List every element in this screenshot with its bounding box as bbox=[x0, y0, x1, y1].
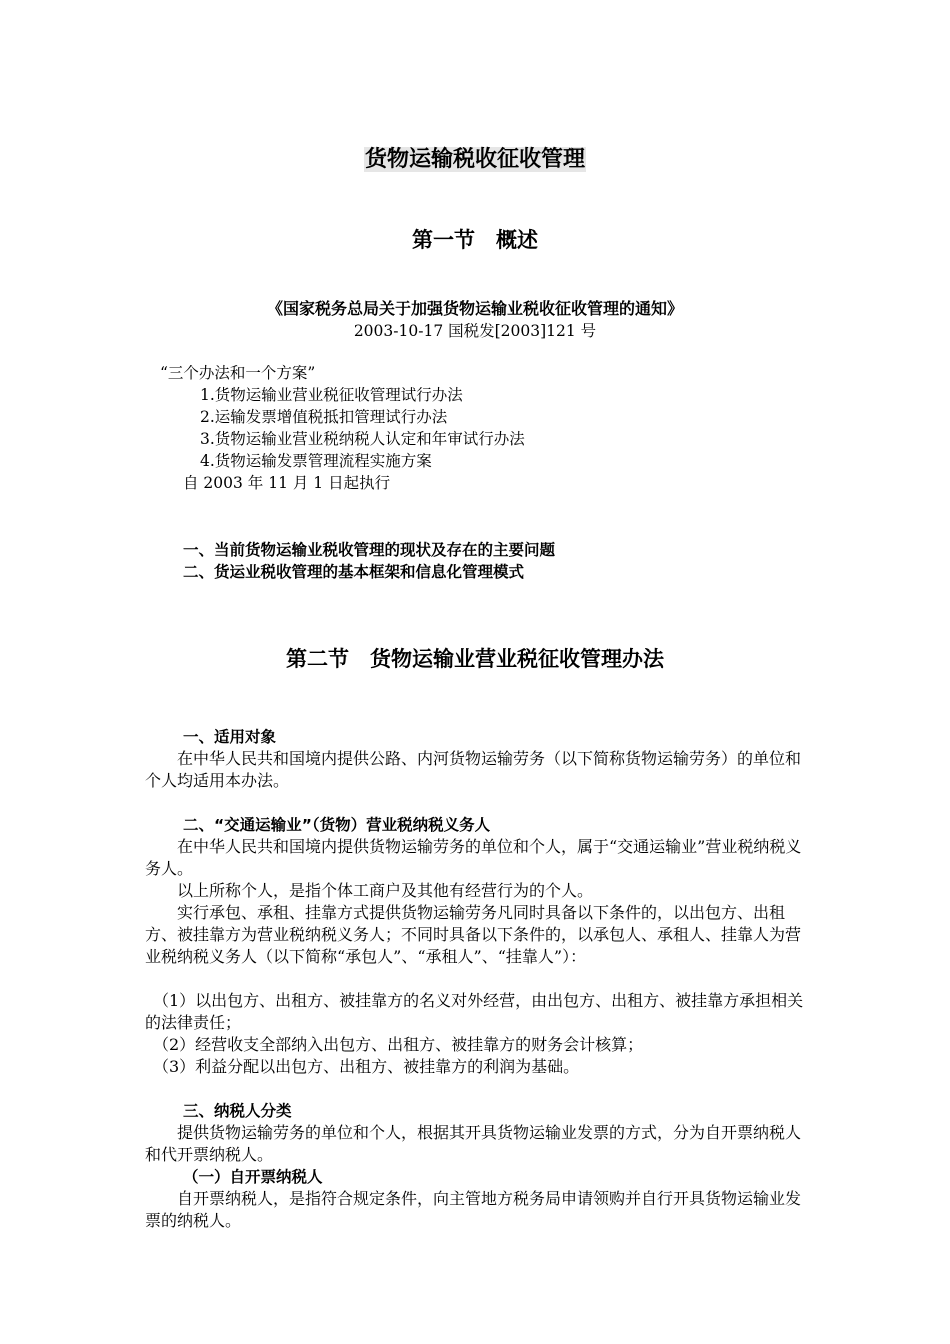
document-title-row bbox=[0, 145, 950, 175]
scope-paragraph: 在中华人民共和国境内提供公路、内河货物运输劳务（以下简称货物运输劳务）的单位和个人均适用本办法。 bbox=[145, 749, 802, 790]
taxpayer-paragraph: 以上所称个人，是指个体工商户及其他有经营行为的个人。 bbox=[145, 881, 594, 900]
scope-heading: 一、适用对象 bbox=[183, 728, 277, 746]
method-item: 2.运输发票增值税抵扣管理试行办法 bbox=[200, 408, 448, 426]
taxpayer-heading: 二、“交通运输业”（货物）营业税纳税义务人 bbox=[183, 816, 491, 834]
effective-date: 自 2003 年 11 月 1 日起执行 bbox=[183, 474, 391, 492]
classification-heading: 三、纳税人分类 bbox=[183, 1102, 292, 1120]
notice-title: 《国家税务总局关于加强货物运输业税收征收管理的通知》 bbox=[266, 299, 683, 318]
taxpayer-paragraph: 在中华人民共和国境内提供货物运输劳务的单位和个人，属于“交通运输业”营业税纳税义务人。 bbox=[145, 837, 802, 878]
section2-heading: 第二节 货物运输业营业税征收管理办法 bbox=[286, 647, 664, 671]
methods-intro: “三个办法和一个方案” bbox=[160, 364, 316, 382]
notice-reference: 2003-10-17 国税发[2003]121 号 bbox=[353, 322, 597, 340]
method-item: 1.货物运输业营业税征收管理试行办法 bbox=[200, 386, 463, 404]
taxpayer-paragraph: 实行承包、承租、挂靠方式提供货物运输劳务凡同时具备以下条件的，以出包方、出租方、被挂靠方为营业税纳税义务人；不同时具备以下条件的，以承包人、承租人、挂靠人为营业税纳税义务人（以下简称“承包人”、“承租人”、“挂靠人”）： bbox=[145, 903, 802, 966]
condition-item: （3）利益分配以出包方、出租方、被挂靠方的利润为基础。 bbox=[145, 1057, 580, 1076]
condition-item: （1）以出包方、出租方、被挂靠方的名义对外经营，由出包方、出租方、被挂靠方承担相关的法律责任； bbox=[145, 991, 804, 1032]
self-invoicing-paragraph: 自开票纳税人，是指符合规定条件，向主管地方税务局申请领购并自行开具货物运输业发票的纳税人。 bbox=[145, 1189, 802, 1230]
method-item: 4.货物运输发票管理流程实施方案 bbox=[200, 452, 432, 470]
self-invoicing-heading: （一）自开票纳税人 bbox=[183, 1168, 323, 1186]
section1-heading: 第一节 概述 bbox=[412, 228, 538, 252]
condition-item: （2）经营收支全部纳入出包方、出租方、被挂靠方的财务会计核算； bbox=[145, 1035, 644, 1054]
topic-item: 二、货运业税收管理的基本框架和信息化管理模式 bbox=[183, 563, 525, 581]
topic-item: 一、当前货物运输业税收管理的现状及存在的主要问题 bbox=[183, 541, 556, 559]
classification-paragraph: 提供货物运输劳务的单位和个人，根据其开具货物运输业发票的方式，分为自开票纳税人和代开票纳税人。 bbox=[145, 1123, 802, 1164]
document-title: 货物运输税收征收管理 bbox=[364, 147, 585, 172]
method-item: 3.货物运输业营业税纳税人认定和年审试行办法 bbox=[200, 430, 525, 448]
